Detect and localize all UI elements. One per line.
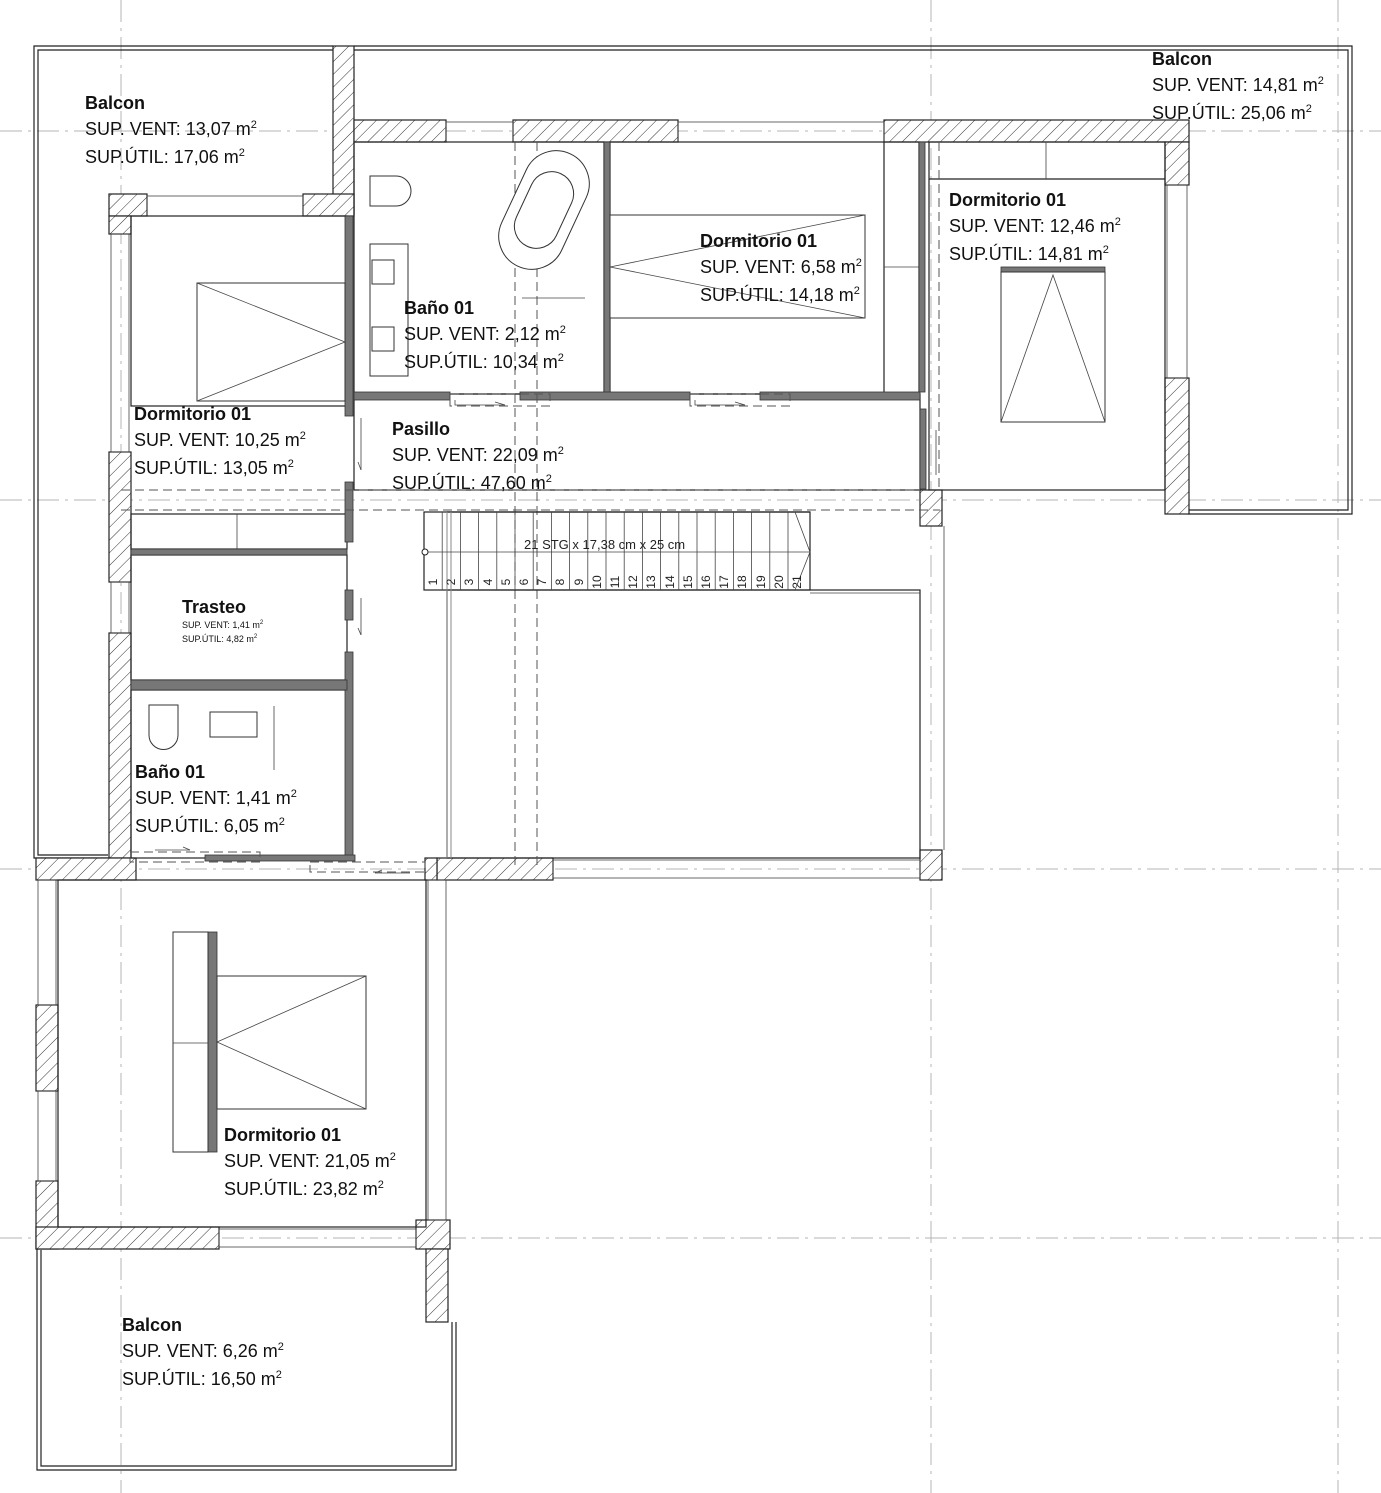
sup-vent-label: SUP. VENT: xyxy=(404,324,500,344)
sup-vent-value: 1,41 m xyxy=(232,620,260,630)
squared-superscript: 2 xyxy=(853,285,860,297)
sup-vent-label: SUP. VENT: xyxy=(182,620,230,630)
sup-vent-value: 13,07 m xyxy=(185,119,251,139)
sup-util-value: 16,50 m xyxy=(210,1369,276,1389)
sup-vent-value: 2,12 m xyxy=(504,324,560,344)
room-label-bano-lower xyxy=(135,763,297,845)
sup-util-value: 14,81 m xyxy=(1037,244,1103,264)
sup-vent-label: SUP. VENT: xyxy=(85,119,181,139)
sup-util-value: 47,60 m xyxy=(480,473,546,493)
room-label-trasteo xyxy=(182,598,263,648)
sup-util xyxy=(134,459,306,477)
stair-step-number: 4 xyxy=(480,578,495,586)
room-name: Dormitorio 01 xyxy=(700,231,818,251)
stair-step-number: 15 xyxy=(680,575,695,589)
sup-util-label: SUP.ÚTIL: xyxy=(404,352,488,372)
sup-vent-label: SUP. VENT: xyxy=(700,257,796,277)
stair-step-number: 9 xyxy=(571,578,586,586)
sup-util-label: SUP.ÚTIL: xyxy=(182,634,224,644)
squared-superscript: 2 xyxy=(259,620,264,626)
sup-vent xyxy=(404,325,566,343)
room-name: Balcon xyxy=(85,93,146,113)
sup-vent xyxy=(135,789,297,807)
stair-step-number: 17 xyxy=(717,575,732,589)
stair-step-number: 18 xyxy=(735,575,750,589)
squared-superscript: 2 xyxy=(855,257,862,269)
room-name: Balcon xyxy=(122,1315,183,1335)
room-label-pasillo xyxy=(392,420,564,502)
sup-vent-label: SUP. VENT: xyxy=(224,1151,320,1171)
room-label-balcon-nw xyxy=(85,94,257,176)
room-label-dormitorio-west xyxy=(134,405,306,487)
stair-step-number: 7 xyxy=(535,578,550,586)
sup-vent xyxy=(700,258,862,276)
sup-util-label: SUP.ÚTIL: xyxy=(392,473,476,493)
sup-util xyxy=(85,148,257,166)
sup-util-value: 10,34 m xyxy=(492,352,558,372)
furniture xyxy=(149,140,1105,1152)
sup-vent-value: 10,25 m xyxy=(234,430,300,450)
stair-step-number: 16 xyxy=(699,575,713,589)
room-name: Dormitorio 01 xyxy=(134,404,252,424)
stair-step-number: 14 xyxy=(662,575,677,589)
squared-superscript: 2 xyxy=(250,119,257,131)
stair-step-number: 6 xyxy=(517,578,531,586)
sup-vent-value: 21,05 m xyxy=(324,1151,390,1171)
stair-dimension-label: 21 STG x 17,38 cm x 25 cm xyxy=(524,537,686,552)
sup-util-value: 17,06 m xyxy=(173,147,239,167)
sup-util xyxy=(700,286,862,304)
stair-step-number: 11 xyxy=(608,575,622,589)
stair-step-number: 3 xyxy=(462,578,477,586)
squared-superscript: 2 xyxy=(557,445,564,457)
room-name: Baño 01 xyxy=(135,762,206,782)
sup-util-label: SUP.ÚTIL: xyxy=(135,816,219,836)
squared-superscript: 2 xyxy=(287,458,294,470)
sup-util xyxy=(392,474,564,492)
sup-vent xyxy=(182,620,263,630)
sup-util xyxy=(224,1180,396,1198)
squared-superscript: 2 xyxy=(278,816,285,828)
sup-vent-label: SUP. VENT: xyxy=(949,216,1045,236)
squared-superscript: 2 xyxy=(253,634,258,640)
sup-vent-label: SUP. VENT: xyxy=(392,445,488,465)
sup-util-label: SUP.ÚTIL: xyxy=(949,244,1033,264)
sup-util-label: SUP.ÚTIL: xyxy=(700,285,784,305)
stair-step-number: 5 xyxy=(498,578,513,586)
sup-util xyxy=(182,634,263,644)
room-name: Baño 01 xyxy=(404,298,475,318)
sup-util-value: 23,82 m xyxy=(312,1179,378,1199)
stair-step-number: 2 xyxy=(444,578,459,586)
stair-step-number: 21 xyxy=(790,575,804,589)
sup-vent xyxy=(224,1152,396,1170)
sup-vent xyxy=(85,120,257,138)
sup-util xyxy=(122,1370,284,1388)
sup-vent xyxy=(122,1342,284,1360)
stair-step-number: 1 xyxy=(426,578,440,586)
squared-superscript: 2 xyxy=(275,1369,282,1381)
squared-superscript: 2 xyxy=(1114,216,1121,228)
squared-superscript: 2 xyxy=(238,147,245,159)
squared-superscript: 2 xyxy=(1317,75,1324,87)
sup-vent-label: SUP. VENT: xyxy=(1152,75,1248,95)
sup-vent-label: SUP. VENT: xyxy=(135,788,231,808)
sup-vent xyxy=(392,446,564,464)
squared-superscript: 2 xyxy=(545,473,552,485)
sup-util-label: SUP.ÚTIL: xyxy=(85,147,169,167)
room-label-bano-upper xyxy=(404,299,566,381)
squared-superscript: 2 xyxy=(1305,103,1312,115)
squared-superscript: 2 xyxy=(377,1179,384,1191)
stair-step-number: 13 xyxy=(644,575,659,589)
room-name: Pasillo xyxy=(392,419,451,439)
sup-util xyxy=(404,353,566,371)
stair-step-number: 10 xyxy=(589,575,604,589)
room-name: Dormitorio 01 xyxy=(224,1125,342,1145)
sup-util-label: SUP.ÚTIL: xyxy=(134,458,218,478)
sup-vent-value: 14,81 m xyxy=(1252,75,1318,95)
squared-superscript: 2 xyxy=(290,788,297,800)
room-label-balcon-south xyxy=(122,1316,284,1398)
sup-util-value: 6,05 m xyxy=(223,816,279,836)
sup-vent-value: 6,58 m xyxy=(800,257,856,277)
staircase xyxy=(422,512,920,858)
stair-step-number: 12 xyxy=(626,575,641,589)
sup-vent xyxy=(1152,76,1324,94)
sup-vent-label: SUP. VENT: xyxy=(122,1341,218,1361)
sup-util-label: SUP.ÚTIL: xyxy=(122,1369,206,1389)
sup-util xyxy=(1152,104,1324,122)
squared-superscript: 2 xyxy=(389,1151,396,1163)
sup-util-label: SUP.ÚTIL: xyxy=(1152,103,1236,123)
sup-util xyxy=(135,817,297,835)
sup-util-value: 4,82 m xyxy=(226,634,254,644)
room-name: Balcon xyxy=(1152,49,1213,69)
sup-util-value: 13,05 m xyxy=(222,458,288,478)
stair-step-number: 20 xyxy=(771,575,786,589)
sup-vent xyxy=(949,217,1121,235)
sup-util-label: SUP.ÚTIL: xyxy=(224,1179,308,1199)
sup-vent-value: 12,46 m xyxy=(1049,216,1115,236)
room-name: Trasteo xyxy=(182,597,247,617)
room-label-dormitorio-south xyxy=(224,1126,396,1208)
room-label-dormitorio-east xyxy=(949,191,1121,273)
squared-superscript: 2 xyxy=(277,1341,284,1353)
sup-vent-value: 22,09 m xyxy=(492,445,558,465)
squared-superscript: 2 xyxy=(559,324,566,336)
sup-vent-value: 1,41 m xyxy=(235,788,291,808)
stair-step-number: 8 xyxy=(553,578,568,586)
sup-util-value: 14,18 m xyxy=(788,285,854,305)
room-label-balcon-ne xyxy=(1152,50,1324,132)
squared-superscript: 2 xyxy=(1102,244,1109,256)
squared-superscript: 2 xyxy=(557,352,564,364)
sup-util-value: 25,06 m xyxy=(1240,103,1306,123)
sup-vent xyxy=(134,431,306,449)
squared-superscript: 2 xyxy=(299,430,306,442)
room-name: Dormitorio 01 xyxy=(949,190,1067,210)
sup-vent-label: SUP. VENT: xyxy=(134,430,230,450)
sup-vent-value: 6,26 m xyxy=(222,1341,278,1361)
stair-step-number: 19 xyxy=(753,575,768,589)
room-label-dormitorio-center xyxy=(700,232,862,314)
sup-util xyxy=(949,245,1121,263)
